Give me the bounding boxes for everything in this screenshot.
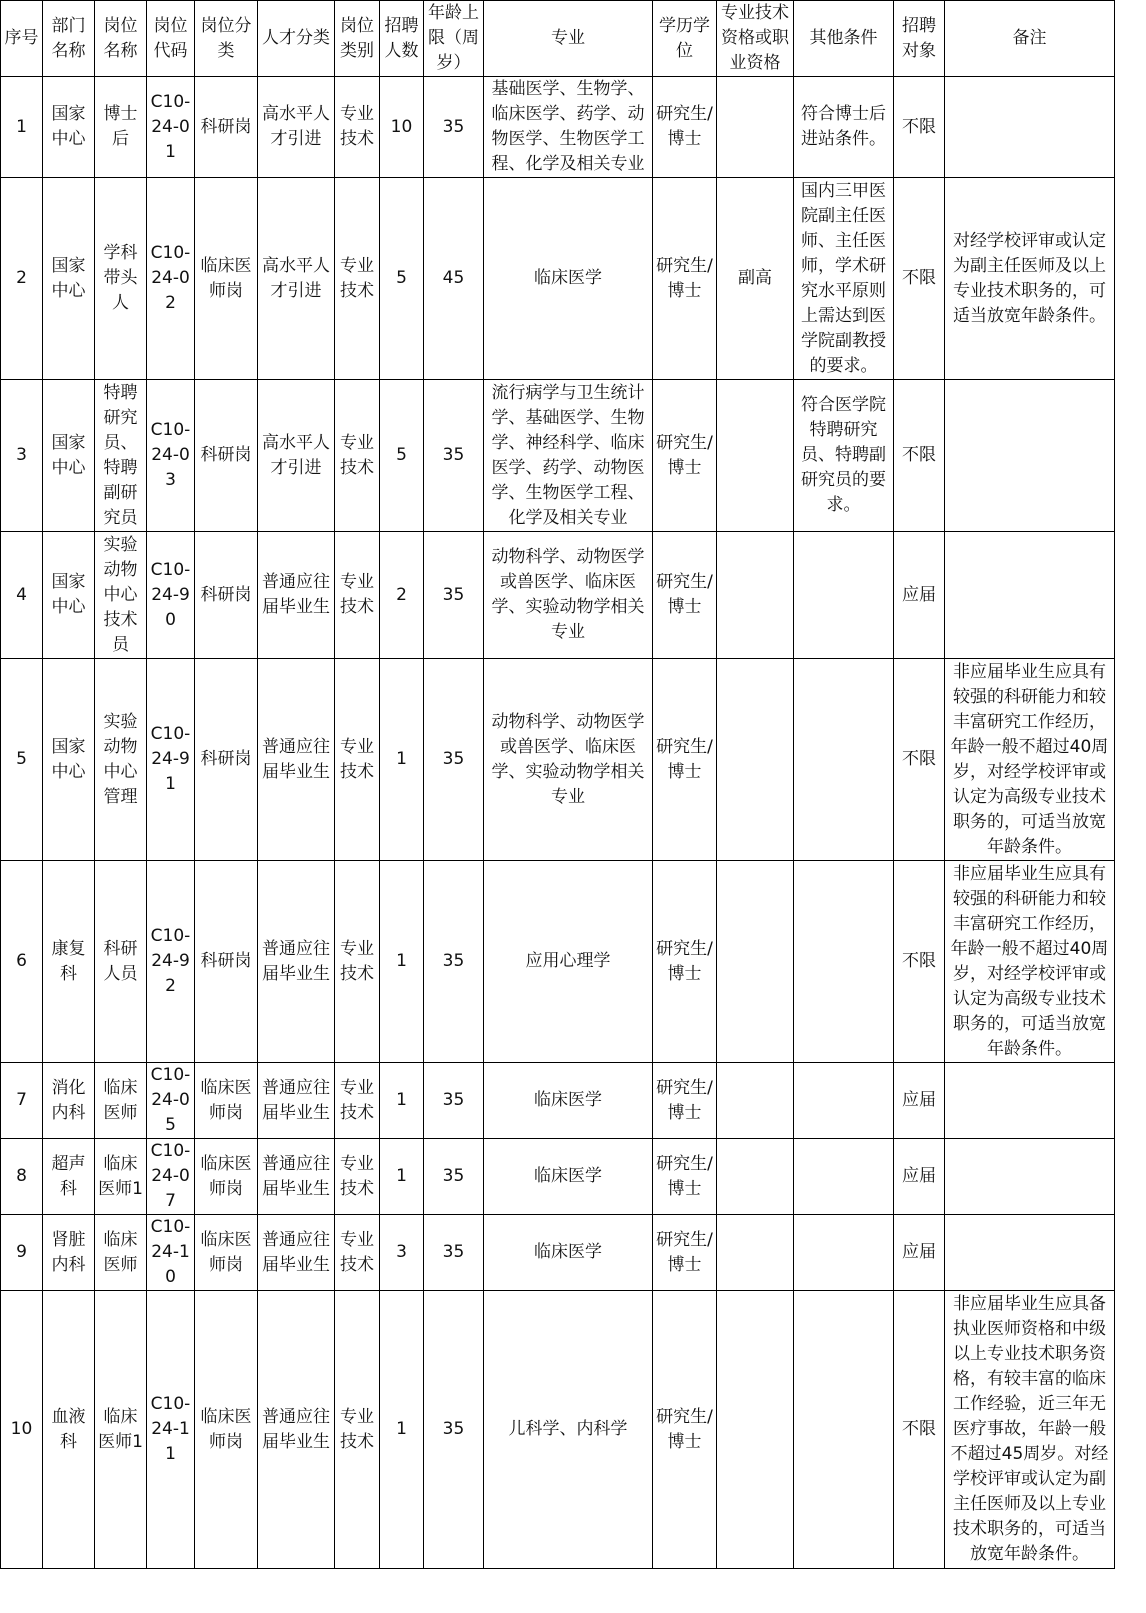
cell-remark <box>945 77 1115 178</box>
cell-dept: 国家中心 <box>43 178 95 380</box>
cell-talent: 普通应往届毕业生 <box>258 532 335 659</box>
cell-degree: 研究生/博士 <box>653 1215 717 1291</box>
cell-major: 应用心理学 <box>484 861 653 1063</box>
header-count: 招聘人数 <box>380 1 424 77</box>
table-row <box>1 1139 1115 1215</box>
cell-major: 临床医学 <box>484 1215 653 1291</box>
cell-category: 专业技术 <box>335 1215 380 1291</box>
table-row <box>1 1291 1115 1569</box>
cell-count: 5 <box>380 178 424 380</box>
cell-remark <box>945 380 1115 532</box>
cell-age: 35 <box>424 532 484 659</box>
cell-target: 应届 <box>894 1139 945 1215</box>
cell-seq: 10 <box>1 1291 43 1569</box>
cell-seq: 9 <box>1 1215 43 1291</box>
cell-age: 35 <box>424 1215 484 1291</box>
cell-target: 不限 <box>894 380 945 532</box>
cell-other <box>794 1063 894 1139</box>
cell-age: 35 <box>424 1063 484 1139</box>
cell-count: 1 <box>380 861 424 1063</box>
cell-category: 专业技术 <box>335 532 380 659</box>
cell-post-name: 实验动物中心管理 <box>95 659 147 861</box>
cell-post-class: 科研岗 <box>195 380 258 532</box>
cell-degree: 研究生/博士 <box>653 861 717 1063</box>
cell-count: 1 <box>380 1139 424 1215</box>
cell-target: 应届 <box>894 1215 945 1291</box>
cell-dept: 国家中心 <box>43 380 95 532</box>
cell-major: 临床医学 <box>484 1139 653 1215</box>
cell-talent: 普通应往届毕业生 <box>258 861 335 1063</box>
cell-talent: 普通应往届毕业生 <box>258 1139 335 1215</box>
cell-category: 专业技术 <box>335 1063 380 1139</box>
header-post-name: 岗位名称 <box>95 1 147 77</box>
cell-category: 专业技术 <box>335 1291 380 1569</box>
cell-post-class: 科研岗 <box>195 659 258 861</box>
cell-other <box>794 659 894 861</box>
cell-age: 35 <box>424 380 484 532</box>
cell-code: C10-24-10 <box>147 1215 195 1291</box>
cell-other <box>794 1291 894 1569</box>
cell-dept: 康复科 <box>43 861 95 1063</box>
cell-post-name: 临床医师1 <box>95 1291 147 1569</box>
cell-post-class: 临床医师岗 <box>195 178 258 380</box>
cell-talent: 高水平人才引进 <box>258 178 335 380</box>
cell-qualification <box>717 77 794 178</box>
cell-degree: 研究生/博士 <box>653 1139 717 1215</box>
cell-other <box>794 1215 894 1291</box>
cell-post-name: 博士后 <box>95 77 147 178</box>
header-seq: 序号 <box>1 1 43 77</box>
cell-dept: 消化内科 <box>43 1063 95 1139</box>
cell-remark: 对经学校评审或认定为副主任医师及以上专业技术职务的，可适当放宽年龄条件。 <box>945 178 1115 380</box>
cell-major: 动物科学、动物医学或兽医学、临床医学、实验动物学相关专业 <box>484 659 653 861</box>
header-target: 招聘对象 <box>894 1 945 77</box>
cell-seq: 7 <box>1 1063 43 1139</box>
table-row <box>1 1063 1115 1139</box>
header-other: 其他条件 <box>794 1 894 77</box>
cell-count: 10 <box>380 77 424 178</box>
cell-qualification <box>717 1139 794 1215</box>
header-talent: 人才分类 <box>258 1 335 77</box>
cell-major: 临床医学 <box>484 178 653 380</box>
cell-other <box>794 1139 894 1215</box>
cell-count: 1 <box>380 1063 424 1139</box>
cell-code: C10-24-05 <box>147 1063 195 1139</box>
cell-dept: 超声科 <box>43 1139 95 1215</box>
table-row <box>1 532 1115 659</box>
cell-other: 国内三甲医院副主任医师、主任医师，学术研究水平原则上需达到医学院副教授的要求。 <box>794 178 894 380</box>
cell-qualification: 副高 <box>717 178 794 380</box>
cell-code: C10-24-07 <box>147 1139 195 1215</box>
cell-age: 45 <box>424 178 484 380</box>
cell-talent: 普通应往届毕业生 <box>258 1063 335 1139</box>
cell-post-class: 科研岗 <box>195 77 258 178</box>
cell-major: 儿科学、内科学 <box>484 1291 653 1569</box>
cell-category: 专业技术 <box>335 861 380 1063</box>
cell-remark <box>945 1215 1115 1291</box>
header-qualification: 专业技术资格或职业资格 <box>717 1 794 77</box>
cell-qualification <box>717 1063 794 1139</box>
cell-code: C10-24-11 <box>147 1291 195 1569</box>
cell-remark <box>945 1063 1115 1139</box>
cell-degree: 研究生/博士 <box>653 178 717 380</box>
cell-count: 3 <box>380 1215 424 1291</box>
header-dept: 部门名称 <box>43 1 95 77</box>
cell-age: 35 <box>424 659 484 861</box>
cell-degree: 研究生/博士 <box>653 380 717 532</box>
cell-target: 不限 <box>894 659 945 861</box>
header-major: 专业 <box>484 1 653 77</box>
cell-post-name: 科研人员 <box>95 861 147 1063</box>
cell-seq: 4 <box>1 532 43 659</box>
header-post-class: 岗位分类 <box>195 1 258 77</box>
cell-degree: 研究生/博士 <box>653 1291 717 1569</box>
cell-target: 不限 <box>894 178 945 380</box>
cell-code: C10-24-92 <box>147 861 195 1063</box>
cell-remark: 非应届毕业生应具备执业医师资格和中级以上专业技术职务资格，有较丰富的临床工作经验，近三年无医疗事故，年龄一般不超过45周岁。对经学校评审或认定为副主任医师及以上专业技术职务的，可适当放宽年龄条件。 <box>945 1291 1115 1569</box>
cell-category: 专业技术 <box>335 1139 380 1215</box>
cell-major: 基础医学、生物学、临床医学、药学、动物医学、生物医学工程、化学及相关专业 <box>484 77 653 178</box>
cell-target: 不限 <box>894 77 945 178</box>
cell-seq: 6 <box>1 861 43 1063</box>
cell-age: 35 <box>424 77 484 178</box>
cell-age: 35 <box>424 1291 484 1569</box>
cell-code: C10-24-90 <box>147 532 195 659</box>
cell-dept: 肾脏内科 <box>43 1215 95 1291</box>
header-category: 岗位类别 <box>335 1 380 77</box>
cell-code: C10-24-02 <box>147 178 195 380</box>
cell-major: 动物科学、动物医学或兽医学、临床医学、实验动物学相关专业 <box>484 532 653 659</box>
cell-talent: 高水平人才引进 <box>258 77 335 178</box>
cell-other <box>794 861 894 1063</box>
cell-post-class: 临床医师岗 <box>195 1139 258 1215</box>
cell-target: 应届 <box>894 1063 945 1139</box>
table-row <box>1 861 1115 1063</box>
cell-talent: 普通应往届毕业生 <box>258 1215 335 1291</box>
cell-target: 应届 <box>894 532 945 659</box>
cell-target: 不限 <box>894 1291 945 1569</box>
table-row <box>1 1215 1115 1291</box>
cell-other: 符合医学院特聘研究员、特聘副研究员的要求。 <box>794 380 894 532</box>
cell-seq: 2 <box>1 178 43 380</box>
cell-count: 1 <box>380 659 424 861</box>
cell-seq: 1 <box>1 77 43 178</box>
cell-dept: 国家中心 <box>43 77 95 178</box>
cell-code: C10-24-91 <box>147 659 195 861</box>
header-remark: 备注 <box>945 1 1115 77</box>
cell-qualification <box>717 1215 794 1291</box>
cell-seq: 5 <box>1 659 43 861</box>
cell-major: 流行病学与卫生统计学、基础医学、生物学、神经科学、临床医学、药学、动物医学、生物医学工程、化学及相关专业 <box>484 380 653 532</box>
cell-post-class: 科研岗 <box>195 861 258 1063</box>
cell-major: 临床医学 <box>484 1063 653 1139</box>
cell-post-class: 临床医师岗 <box>195 1215 258 1291</box>
header-code: 岗位代码 <box>147 1 195 77</box>
cell-talent: 普通应往届毕业生 <box>258 1291 335 1569</box>
cell-seq: 8 <box>1 1139 43 1215</box>
cell-post-name: 实验动物中心技术员 <box>95 532 147 659</box>
cell-dept: 血液科 <box>43 1291 95 1569</box>
cell-degree: 研究生/博士 <box>653 659 717 861</box>
cell-degree: 研究生/博士 <box>653 532 717 659</box>
cell-post-name: 学科带头人 <box>95 178 147 380</box>
table-row <box>1 380 1115 532</box>
cell-post-class: 临床医师岗 <box>195 1291 258 1569</box>
cell-qualification <box>717 532 794 659</box>
cell-qualification <box>717 380 794 532</box>
header-degree: 学历学位 <box>653 1 717 77</box>
cell-degree: 研究生/博士 <box>653 77 717 178</box>
cell-category: 专业技术 <box>335 659 380 861</box>
cell-post-class: 临床医师岗 <box>195 1063 258 1139</box>
cell-count: 1 <box>380 1291 424 1569</box>
table-row <box>1 178 1115 380</box>
cell-other: 符合博士后进站条件。 <box>794 77 894 178</box>
cell-remark: 非应届毕业生应具有较强的科研能力和较丰富研究工作经历，年龄一般不超过40周岁，对经学校评审或认定为高级专业技术职务的，可适当放宽年龄条件。 <box>945 659 1115 861</box>
cell-post-name: 临床医师 <box>95 1215 147 1291</box>
cell-qualification <box>717 659 794 861</box>
cell-degree: 研究生/博士 <box>653 1063 717 1139</box>
cell-category: 专业技术 <box>335 178 380 380</box>
cell-count: 2 <box>380 532 424 659</box>
cell-remark <box>945 1139 1115 1215</box>
cell-target: 不限 <box>894 861 945 1063</box>
cell-age: 35 <box>424 861 484 1063</box>
cell-talent: 高水平人才引进 <box>258 380 335 532</box>
cell-code: C10-24-03 <box>147 380 195 532</box>
cell-post-name: 特聘研究员、特聘副研究员 <box>95 380 147 532</box>
cell-seq: 3 <box>1 380 43 532</box>
cell-dept: 国家中心 <box>43 659 95 861</box>
header-age: 年龄上限（周岁） <box>424 1 484 77</box>
cell-code: C10-24-01 <box>147 77 195 178</box>
cell-post-class: 科研岗 <box>195 532 258 659</box>
cell-category: 专业技术 <box>335 77 380 178</box>
table-row <box>1 77 1115 178</box>
header-row <box>1 1 1115 77</box>
cell-category: 专业技术 <box>335 380 380 532</box>
cell-remark <box>945 532 1115 659</box>
cell-qualification <box>717 861 794 1063</box>
table-row <box>1 659 1115 861</box>
cell-dept: 国家中心 <box>43 532 95 659</box>
cell-post-name: 临床医师1 <box>95 1139 147 1215</box>
cell-remark: 非应届毕业生应具有较强的科研能力和较丰富研究工作经历，年龄一般不超过40周岁，对经学校评审或认定为高级专业技术职务的，可适当放宽年龄条件。 <box>945 861 1115 1063</box>
cell-other <box>794 532 894 659</box>
cell-count: 5 <box>380 380 424 532</box>
cell-talent: 普通应往届毕业生 <box>258 659 335 861</box>
cell-post-name: 临床医师 <box>95 1063 147 1139</box>
cell-age: 35 <box>424 1139 484 1215</box>
cell-qualification <box>717 1291 794 1569</box>
